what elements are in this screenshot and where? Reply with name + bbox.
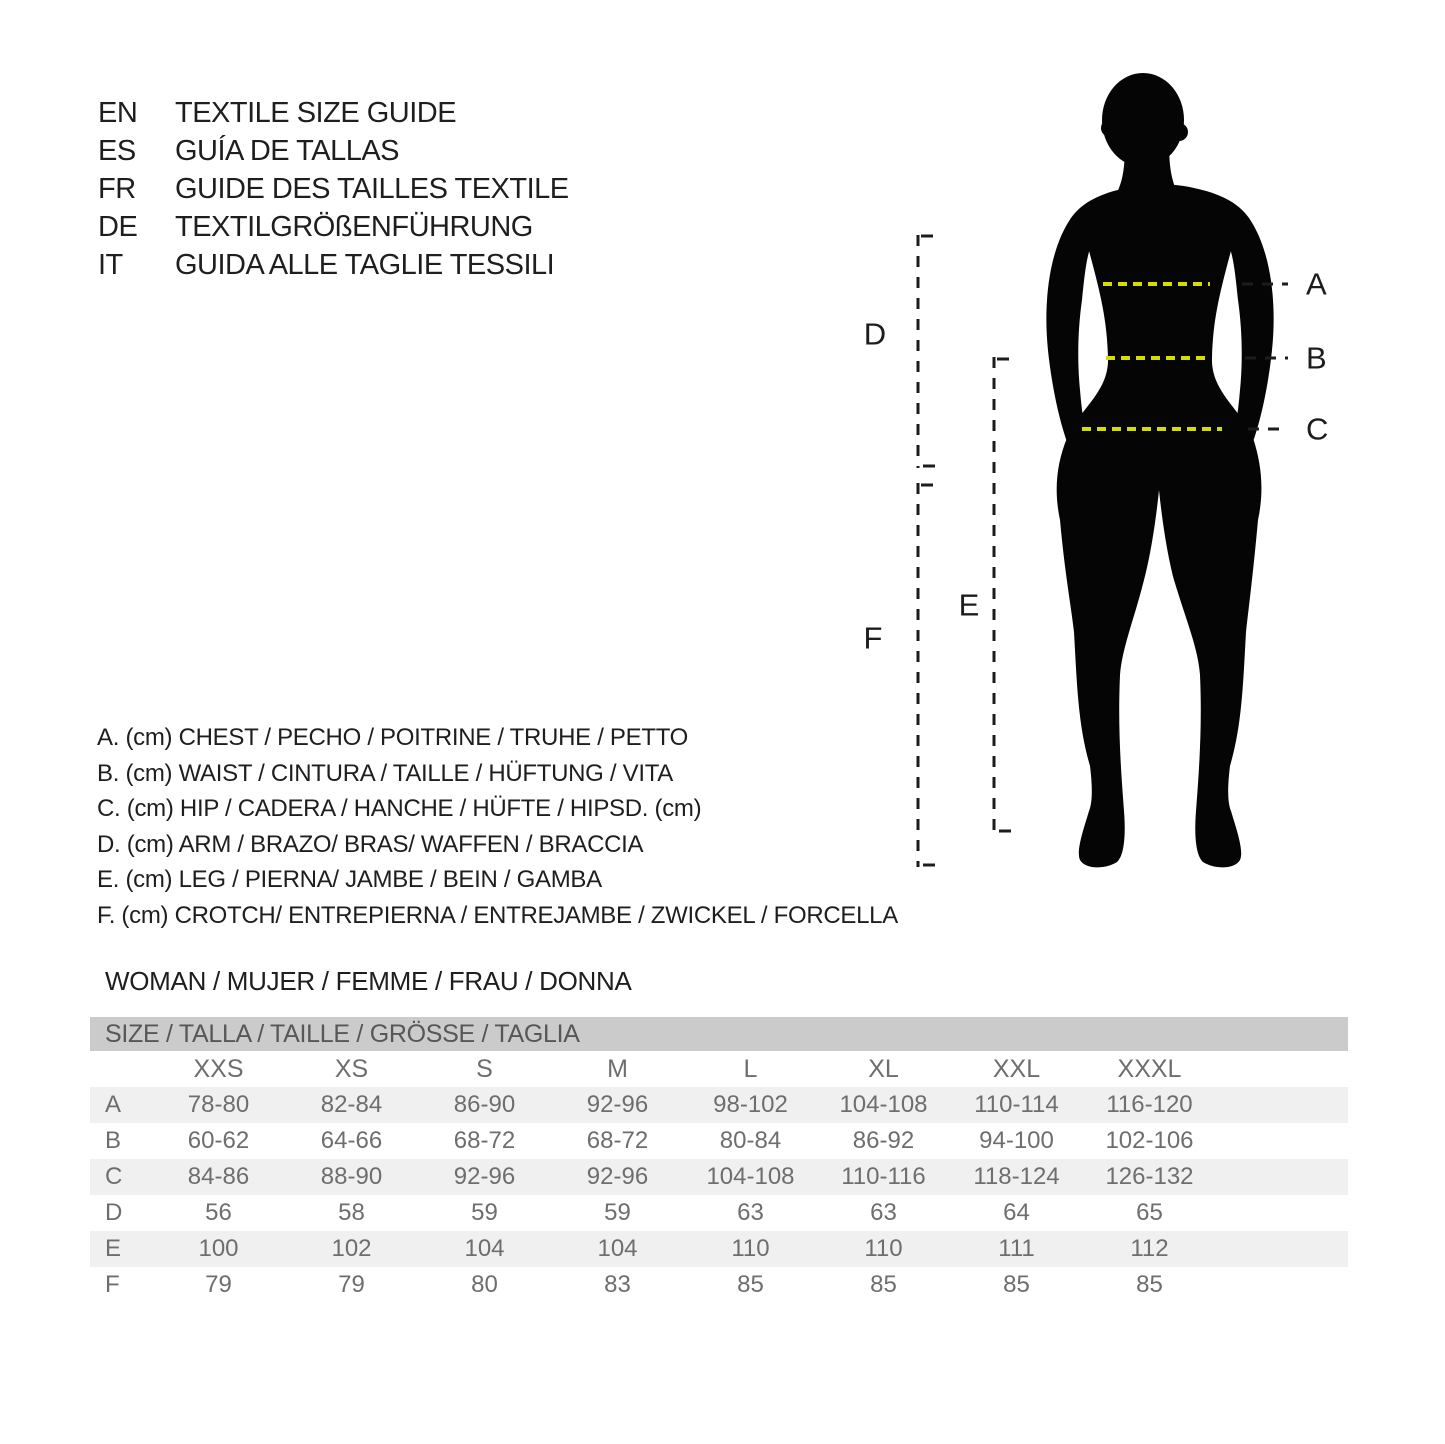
legend-hip: C. (cm) HIP / CADERA / HANCHE / HÜFTE / HIPSD. (cm) — [97, 795, 702, 822]
cell: 102-106 — [1105, 1127, 1194, 1154]
cell: 100 — [198, 1235, 239, 1262]
cell: 86-90 — [453, 1091, 516, 1118]
cell: 110 — [731, 1235, 770, 1262]
cell: 56 — [205, 1199, 232, 1226]
row-label: E — [105, 1235, 122, 1262]
table-row-chest — [90, 1087, 1348, 1123]
lang-code: FR — [98, 173, 136, 205]
cell: 102 — [331, 1235, 372, 1262]
cell: 118-124 — [973, 1163, 1060, 1190]
cell: 110-114 — [974, 1091, 1059, 1118]
size-table — [90, 1017, 1348, 1303]
cell: 104 — [597, 1235, 638, 1262]
cell: 92-96 — [586, 1091, 649, 1118]
size-header-row — [90, 1051, 1348, 1087]
lang-row-de — [98, 208, 569, 246]
arm-label: D — [863, 316, 887, 352]
size-col-header: M — [607, 1054, 628, 1083]
cell: 79 — [205, 1271, 232, 1298]
lang-code: EN — [98, 97, 138, 129]
table-row-arm — [90, 1195, 1348, 1231]
legend-crotch: F. (cm) CROTCH/ ENTREPIERNA / ENTREJAMBE / ZWICKEL / FORCELLA — [97, 901, 898, 929]
measurement-legend — [97, 720, 898, 933]
waist-label: B — [1306, 340, 1327, 376]
cell: 65 — [1136, 1199, 1163, 1226]
table-row-crotch — [90, 1267, 1348, 1303]
measurement-figure — [830, 60, 1340, 900]
cell: 59 — [471, 1199, 498, 1226]
legend-leg: E. (cm) LEG / PIERNA/ JAMBE / BEIN / GAMBA — [97, 866, 602, 893]
lang-row-it — [98, 246, 569, 284]
lang-code: DE — [98, 211, 138, 243]
lang-title: TEXTILGRÖßENFÜHRUNG — [175, 211, 533, 243]
cell: 104-108 — [706, 1163, 795, 1190]
lang-code: ES — [98, 135, 136, 167]
size-col-header: S — [476, 1054, 493, 1083]
leg-label: E — [958, 587, 980, 623]
cell: 78-80 — [187, 1091, 250, 1118]
lang-title: GUÍA DE TALLAS — [175, 135, 400, 167]
hip-label: C — [1306, 411, 1329, 447]
cell: 80-84 — [719, 1127, 782, 1154]
cell: 64 — [1003, 1199, 1030, 1226]
lang-row-fr — [98, 170, 569, 208]
cell: 80 — [471, 1271, 498, 1298]
cell: 110 — [864, 1235, 903, 1262]
cell: 64-66 — [320, 1127, 383, 1154]
size-col-header: XS — [334, 1054, 369, 1083]
cell: 58 — [338, 1199, 365, 1226]
size-col-header: XXS — [193, 1054, 244, 1083]
legend-arm: D. (cm) ARM / BRAZO/ BRAS/ WAFFEN / BRACCIA — [97, 830, 644, 858]
cell: 83 — [604, 1271, 631, 1298]
size-col-header: XXXL — [1117, 1054, 1182, 1083]
lang-title: GUIDA ALLE TAGLIE TESSILI — [175, 249, 555, 281]
language-title-block — [98, 94, 569, 284]
cell: 104-108 — [839, 1091, 928, 1118]
gender-title: WOMAN / MUJER / FEMME / FRAU / DONNA — [105, 966, 632, 996]
cell: 98-102 — [713, 1091, 788, 1118]
cell: 68-72 — [453, 1127, 516, 1154]
cell: 82-84 — [320, 1091, 383, 1118]
cell: 88-90 — [320, 1163, 383, 1190]
cell: 110-116 — [841, 1163, 926, 1190]
cell: 126-132 — [1105, 1163, 1194, 1190]
table-row-leg — [90, 1231, 1348, 1267]
cell: 111 — [998, 1235, 1035, 1262]
cell: 85 — [1003, 1271, 1030, 1298]
legend-chest: A. (cm) CHEST / PECHO / POITRINE / TRUHE / PETTO — [97, 724, 689, 751]
cell: 94-100 — [979, 1127, 1054, 1154]
cell: 60-62 — [187, 1127, 250, 1154]
legend-waist: B. (cm) WAIST / CINTURA / TAILLE / HÜFTUNG / VITA — [97, 759, 674, 787]
row-label: B — [105, 1127, 122, 1154]
cell: 85 — [1136, 1271, 1163, 1298]
lang-code: IT — [98, 249, 123, 281]
cell: 84-86 — [187, 1163, 250, 1190]
row-label: D — [105, 1199, 123, 1226]
size-table-title: SIZE / TALLA / TAILLE / GRÖSSE / TAGLIA — [90, 1017, 1348, 1051]
cell: 116-120 — [1106, 1091, 1193, 1118]
chest-label: A — [1306, 266, 1327, 302]
cell: 59 — [604, 1199, 631, 1226]
cell: 63 — [870, 1199, 897, 1226]
size-col-header: XL — [868, 1054, 899, 1083]
cell: 85 — [870, 1271, 897, 1298]
cell: 68-72 — [586, 1127, 649, 1154]
table-row-hip — [90, 1159, 1348, 1195]
crotch-label: F — [863, 620, 883, 656]
cell: 63 — [737, 1199, 764, 1226]
lang-title: GUIDE DES TAILLES TEXTILE — [175, 173, 569, 205]
row-label: A — [105, 1091, 122, 1118]
cell: 92-96 — [586, 1163, 649, 1190]
lang-title: TEXTILE SIZE GUIDE — [175, 97, 457, 129]
row-label: C — [105, 1163, 123, 1190]
lang-row-en — [98, 94, 569, 132]
cell: 104 — [464, 1235, 505, 1262]
vertical-measure-lines — [918, 235, 1011, 867]
size-col-header: L — [743, 1054, 758, 1083]
size-col-header: XXL — [992, 1054, 1041, 1083]
cell: 112 — [1130, 1235, 1169, 1262]
table-row-waist — [90, 1123, 1348, 1159]
row-label: F — [105, 1271, 120, 1298]
cell: 92-96 — [453, 1163, 516, 1190]
woman-silhouette — [1046, 73, 1273, 867]
cell: 79 — [338, 1271, 365, 1298]
lang-row-es — [98, 132, 569, 170]
cell: 85 — [737, 1271, 764, 1298]
cell: 86-92 — [852, 1127, 915, 1154]
